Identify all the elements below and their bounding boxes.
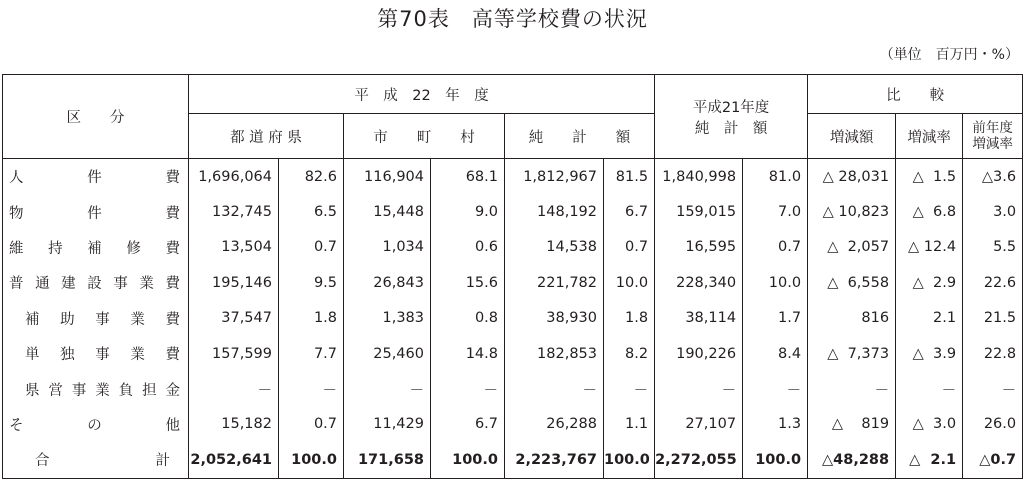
cell: 8.4: [743, 336, 808, 371]
cell: 6.7: [431, 407, 505, 442]
table-row: [3, 336, 1023, 371]
cell: 100.0: [604, 442, 655, 478]
cell: 22.8: [963, 336, 1023, 371]
cell: 10.0: [604, 265, 655, 300]
cell: 81.5: [604, 159, 655, 195]
cell: 0.6: [431, 230, 505, 265]
cell: 6.7: [604, 194, 655, 229]
cell: 5.5: [963, 230, 1023, 265]
cell: －: [743, 371, 808, 406]
cell: 2,052,641: [189, 442, 279, 478]
cell: 26,288: [505, 407, 604, 442]
cell: 2.1: [896, 301, 963, 336]
cell: △ 1.5: [896, 159, 963, 195]
cell: 3.0: [963, 194, 1023, 229]
table-row: [3, 407, 1023, 442]
cell: －: [505, 371, 604, 406]
row-label: 人件費: [3, 159, 189, 195]
cell: 7.0: [743, 194, 808, 229]
cell: 221,782: [505, 265, 604, 300]
cell: △ 10,823: [808, 194, 896, 229]
cell: △ 819: [808, 407, 896, 442]
header-change-rate: 増減率: [896, 114, 963, 159]
row-label: 補助事業費: [3, 301, 189, 336]
cell: －: [279, 371, 344, 406]
cell: 1,840,998: [655, 159, 743, 195]
cell: 159,015: [655, 194, 743, 229]
table-row: [3, 230, 1023, 265]
cell: 16,595: [655, 230, 743, 265]
cell: 15,448: [344, 194, 431, 229]
cell: △ 2,057: [808, 230, 896, 265]
cell: △3.6: [963, 159, 1023, 195]
cell: 190,226: [655, 336, 743, 371]
cell: 1.8: [279, 301, 344, 336]
row-label: その他: [3, 407, 189, 442]
cell: 26.0: [963, 407, 1023, 442]
cell: 100.0: [431, 442, 505, 478]
cell: 37,547: [189, 301, 279, 336]
table-row: [3, 301, 1023, 336]
row-label: 物件費: [3, 194, 189, 229]
cell: 228,340: [655, 265, 743, 300]
table-row: [3, 265, 1023, 300]
cell: 0.7: [279, 407, 344, 442]
cell: 1.8: [604, 301, 655, 336]
row-label: 県営事業負担金: [3, 371, 189, 406]
cell: 171,658: [344, 442, 431, 478]
cell: －: [655, 371, 743, 406]
cell: △0.7: [963, 442, 1023, 478]
cell: △ 3.0: [896, 407, 963, 442]
cell: 14.8: [431, 336, 505, 371]
cell: 195,146: [189, 265, 279, 300]
row-label: 普通建設事業費: [3, 265, 189, 300]
cell: 68.1: [431, 159, 505, 195]
cell: 81.0: [743, 159, 808, 195]
cell: 1,812,967: [505, 159, 604, 195]
cell: 0.7: [279, 230, 344, 265]
table-row: [3, 194, 1023, 229]
cell: 7.7: [279, 336, 344, 371]
cell: －: [431, 371, 505, 406]
unit-note: （単位 百万円・%）: [879, 47, 1019, 63]
cell: 1.3: [743, 407, 808, 442]
row-label: 維持補修費: [3, 230, 189, 265]
header-kubun: 区 分: [3, 75, 189, 159]
cell: 1,696,064: [189, 159, 279, 195]
cell: 0.7: [604, 230, 655, 265]
cell: 38,930: [505, 301, 604, 336]
cell: 10.0: [743, 265, 808, 300]
cell: 816: [808, 301, 896, 336]
cell: △ 7,373: [808, 336, 896, 371]
table-row: [3, 159, 1023, 195]
cell: 26,843: [344, 265, 431, 300]
cell: 0.8: [431, 301, 505, 336]
header-net-total: 純 計 額: [505, 114, 655, 159]
header-fy21-net-total: 平成21年度 純 計 額: [655, 75, 808, 159]
cell: 132,745: [189, 194, 279, 229]
cell: 82.6: [279, 159, 344, 195]
cell: 1.7: [743, 301, 808, 336]
cell: 157,599: [189, 336, 279, 371]
cell: 148,192: [505, 194, 604, 229]
cell: 13,504: [189, 230, 279, 265]
cell: 21.5: [963, 301, 1023, 336]
cell: －: [808, 371, 896, 406]
cell: 1.1: [604, 407, 655, 442]
cell: 2,272,055: [655, 442, 743, 478]
cell: 100.0: [279, 442, 344, 478]
cell: △ 6.8: [896, 194, 963, 229]
cell: △ 28,031: [808, 159, 896, 195]
cell: 25,460: [344, 336, 431, 371]
table-row: [3, 371, 1023, 406]
cell: 6.5: [279, 194, 344, 229]
cell: 8.2: [604, 336, 655, 371]
cell: 11,429: [344, 407, 431, 442]
cell: 100.0: [743, 442, 808, 478]
high-school-cost-table: [2, 74, 1023, 479]
header-municipal: 市 町 村: [344, 114, 505, 159]
row-label: 合計: [3, 442, 189, 478]
cell: △ 12.4: [896, 230, 963, 265]
cell: 9.5: [279, 265, 344, 300]
cell: －: [189, 371, 279, 406]
cell: 116,904: [344, 159, 431, 195]
cell: 15,182: [189, 407, 279, 442]
row-label: 単独事業費: [3, 336, 189, 371]
cell: －: [896, 371, 963, 406]
cell: 15.6: [431, 265, 505, 300]
cell: △ 3.9: [896, 336, 963, 371]
header-prefecture: 都 道 府 県: [189, 114, 344, 159]
cell: △ 6,558: [808, 265, 896, 300]
cell: 9.0: [431, 194, 505, 229]
header-change-amount: 増減額: [808, 114, 896, 159]
cell: 1,383: [344, 301, 431, 336]
cell: △ 2.9: [896, 265, 963, 300]
cell: △48,288: [808, 442, 896, 478]
header-prev-change-rate: 前年度 増減率: [963, 114, 1023, 159]
header-compare: 比 較: [808, 75, 1023, 114]
cell: △ 2.1: [896, 442, 963, 478]
page-title: 第70表 高等学校費の状況: [377, 7, 648, 31]
header-fy22: 平 成 22 年 度: [189, 75, 655, 114]
cell: 14,538: [505, 230, 604, 265]
cell: 22.6: [963, 265, 1023, 300]
cell: －: [604, 371, 655, 406]
cell: －: [963, 371, 1023, 406]
cell: －: [344, 371, 431, 406]
cell: 182,853: [505, 336, 604, 371]
total-row: [3, 442, 1023, 478]
cell: 0.7: [743, 230, 808, 265]
cell: 27,107: [655, 407, 743, 442]
cell: 1,034: [344, 230, 431, 265]
cell: 38,114: [655, 301, 743, 336]
cell: 2,223,767: [505, 442, 604, 478]
